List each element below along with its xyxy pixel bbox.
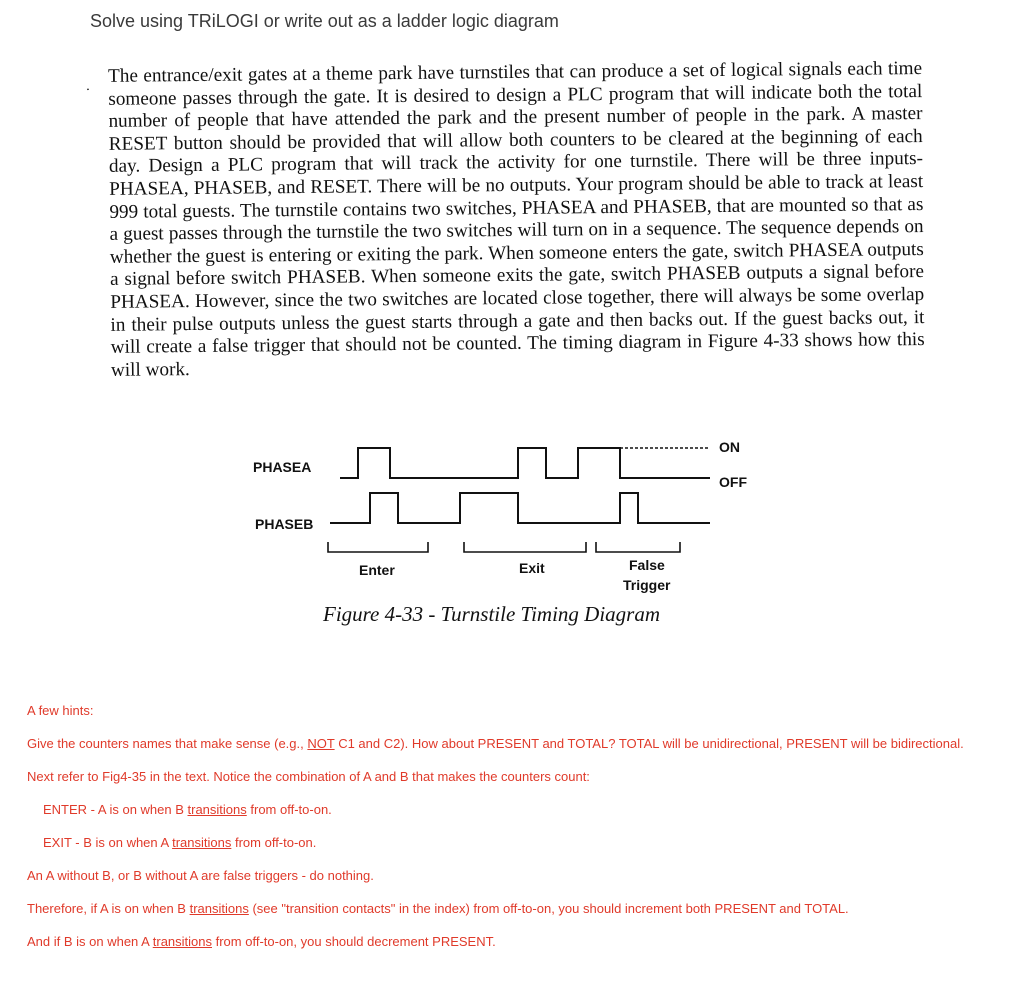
phaseb-waveform [330,493,710,523]
hint-text: from off-to-on, you should decrement PRESENT. [212,934,496,949]
off-label: OFF [719,474,747,490]
on-label: ON [719,439,740,455]
hints-intro: A few hints: [27,703,94,718]
underlined-text: transitions [187,802,247,817]
hint-false-trigger: An A without B, or B without A are false triggers - do nothing. [27,868,374,883]
hint-text: Therefore, if A is on when B [27,901,190,916]
underlined-text: transitions [172,835,232,850]
hint-counters [27,733,1012,755]
hint-text: Give the counters names that make sense (e.g., [27,736,308,751]
trigger-label: Trigger [623,577,671,593]
bullet: . [86,79,90,95]
hint-text: EXIT - B is on when A [43,835,173,850]
exit-bracket [464,542,586,552]
timing-diagram-svg [240,430,780,610]
enter-bracket [328,542,428,552]
timing-diagram [240,430,780,610]
phaseb-label: PHASEB [255,516,314,532]
hint-text: And if B is on when A [27,934,153,949]
hints-section [27,700,1012,953]
hint-decrement [27,931,1012,953]
hint-text: ENTER - A is on when B [43,802,188,817]
underlined-text: NOT [307,736,335,751]
page-title: Solve using TRiLOGI or write out as a ladder logic diagram [90,11,559,31]
hint-exit [27,832,1012,854]
underlined-text: transitions [189,901,249,916]
hint-text: from off-to-on. [246,802,332,817]
phasea-waveform [340,448,710,478]
exit-label: Exit [519,560,545,576]
phasea-label: PHASEA [253,459,312,475]
hint-increment [27,898,1012,920]
problem-text: The entrance/exit gates at a theme park have turnstiles that can produce a set of logical signals each time someone passes through the gate. It is desired to design a PLC program that will indicate both the total number of people that have attended the park and the present number of people in the park. A master RESET button should be provided that will allow both counters to be cleared at the beginning of each day. Design a PLC program that will track the activity for one turnstile. There will be three inputs-PHASEA, PHASEB, and RESET. There will be no outputs. Your program should be able to track at least 999 total guests. The turnstile contains two switches, PHASEA and PHASEB, that are mounted so that as a guest passes through the turnstile the two switches will turn on in a sequence. The sequence depends on whether the guest is entering or exiting the park. When someone enters the gate, switch PHASEA outputs a signal before switch PHASEB. When someone exits the gate, switch PHASEB outputs a signal before PHASEA. However, since the two switches are located close together, there will always be some overlap in their pulse outputs unless the guest starts through a gate and then backs out. If the guest backs out, it will create a false trigger that should not be counted. The timing diagram in Figure 4-33 shows how this will work. [107,58,925,381]
enter-label: Enter [359,562,395,578]
hint-text: C1 and C2). How about PRESENT and TOTAL? TOTAL will be unidirectional, PRESENT will be bidirectional. [334,736,964,751]
figure-caption: Figure 4-33 - Turnstile Timing Diagram [323,602,660,626]
hint-text: from off-to-on. [231,835,317,850]
false-trigger-bracket [596,542,680,552]
problem-statement [86,58,925,382]
false-label: False [629,557,665,573]
hint-text: (see "transition contacts" in the index) from off-to-on, you should increment both PRESENT and TOTAL. [248,901,849,916]
underlined-text: transitions [152,934,212,949]
hint-enter [27,799,1012,821]
hint-fig-ref: Next refer to Fig4-35 in the text. Notice the combination of A and B that makes the counters count: [27,769,590,784]
